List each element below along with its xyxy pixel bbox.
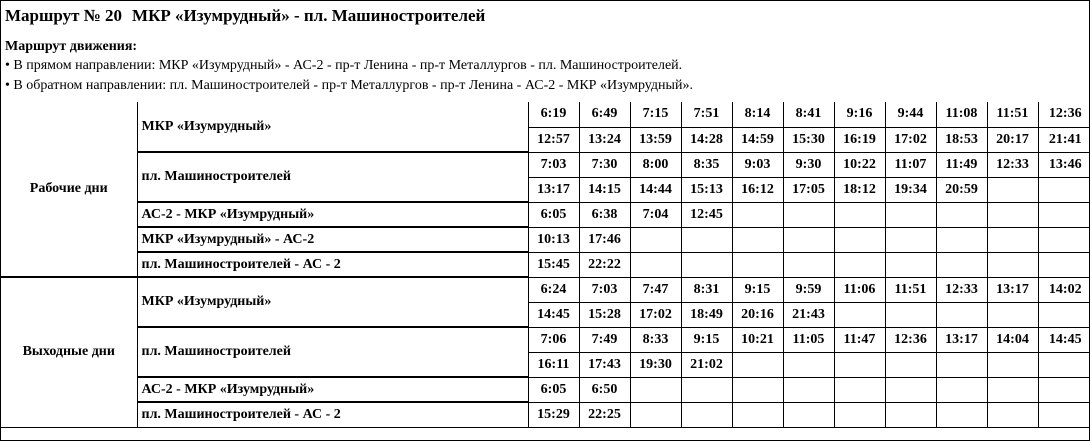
departure-time <box>885 402 936 427</box>
departure-time: 7:03 <box>528 152 579 177</box>
departure-time <box>681 227 732 252</box>
departure-time: 14:28 <box>681 127 732 152</box>
departure-time: 12:57 <box>528 127 579 152</box>
forward-direction: • В прямом направлении: МКР «Изумрудный» - АС-2 - пр-т Ленина - пр-т Металлургов - пл. Машиностроителей. <box>5 58 683 73</box>
schedule-table <box>1 102 1090 428</box>
departure-time <box>1038 402 1090 427</box>
departure-time: 21:43 <box>783 302 834 327</box>
departure-time <box>1038 202 1090 227</box>
stop-name: МКР «Изумрудный» <box>137 102 528 152</box>
departure-time <box>936 352 987 377</box>
stop-name: пл. Машиностроителей <box>137 327 528 377</box>
departure-time: 6:49 <box>579 102 630 127</box>
departure-time: 15:29 <box>528 402 579 427</box>
schedule-row <box>1 252 1090 277</box>
departure-time <box>936 252 987 277</box>
departure-time <box>885 377 936 402</box>
departure-time: 14:04 <box>987 327 1038 352</box>
departure-time: 16:12 <box>732 177 783 202</box>
schedule-row <box>1 377 1090 402</box>
departure-time: 18:49 <box>681 302 732 327</box>
departure-time: 7:04 <box>630 202 681 227</box>
day-type-label: Выходные дни <box>1 277 137 427</box>
departure-time <box>1038 252 1090 277</box>
departure-time <box>885 252 936 277</box>
departure-time: 7:49 <box>579 327 630 352</box>
departure-time: 14:45 <box>528 302 579 327</box>
departure-time: 11:06 <box>834 277 885 302</box>
departure-time <box>630 252 681 277</box>
departure-time <box>732 227 783 252</box>
departure-time <box>783 352 834 377</box>
departure-time <box>681 402 732 427</box>
departure-time: 6:19 <box>528 102 579 127</box>
stop-name: МКР «Изумрудный» - АС-2 <box>137 227 528 252</box>
route-name: МКР «Изумрудный» - пл. Машиностроителей <box>132 6 486 25</box>
departure-time <box>936 402 987 427</box>
departure-time <box>681 377 732 402</box>
departure-time: 16:19 <box>834 127 885 152</box>
departure-time <box>834 252 885 277</box>
departure-time: 7:47 <box>630 277 681 302</box>
departure-time <box>987 302 1038 327</box>
stop-name: пл. Машиностроителей - АС - 2 <box>137 402 528 427</box>
departure-time: 20:16 <box>732 302 783 327</box>
departure-time <box>987 352 1038 377</box>
departure-time <box>987 177 1038 202</box>
departure-time <box>885 202 936 227</box>
departure-time: 19:34 <box>885 177 936 202</box>
departure-time: 18:53 <box>936 127 987 152</box>
departure-time: 8:14 <box>732 102 783 127</box>
departure-time: 12:36 <box>1038 102 1090 127</box>
departure-time <box>1038 302 1090 327</box>
departure-time: 17:02 <box>885 127 936 152</box>
departure-time: 10:21 <box>732 327 783 352</box>
departure-time: 9:30 <box>783 152 834 177</box>
departure-time <box>783 252 834 277</box>
departure-time <box>1038 352 1090 377</box>
departure-time: 22:22 <box>579 252 630 277</box>
departure-time: 14:15 <box>579 177 630 202</box>
departure-time <box>834 352 885 377</box>
departure-time: 17:02 <box>630 302 681 327</box>
stop-name: пл. Машиностроителей - АС - 2 <box>137 252 528 277</box>
departure-time <box>732 252 783 277</box>
route-description-label: Маршрут движения: <box>5 39 138 54</box>
departure-time <box>732 377 783 402</box>
departure-time: 15:30 <box>783 127 834 152</box>
departure-time <box>630 377 681 402</box>
departure-time: 17:05 <box>783 177 834 202</box>
departure-time: 15:45 <box>528 252 579 277</box>
departure-time: 8:35 <box>681 152 732 177</box>
departure-time <box>987 227 1038 252</box>
departure-time: 13:24 <box>579 127 630 152</box>
departure-time <box>987 202 1038 227</box>
route-number: Маршрут № 20 <box>5 6 123 25</box>
departure-time <box>732 352 783 377</box>
departure-time: 11:51 <box>987 102 1038 127</box>
departure-time: 13:46 <box>1038 152 1090 177</box>
departure-time <box>630 227 681 252</box>
stop-name: МКР «Изумрудный» <box>137 277 528 327</box>
departure-time <box>936 227 987 252</box>
departure-time <box>987 377 1038 402</box>
departure-time: 8:33 <box>630 327 681 352</box>
departure-time <box>681 252 732 277</box>
departure-time <box>783 377 834 402</box>
departure-time: 16:11 <box>528 352 579 377</box>
departure-time: 9:16 <box>834 102 885 127</box>
departure-time: 7:15 <box>630 102 681 127</box>
departure-time <box>936 302 987 327</box>
schedule-row <box>1 102 1090 127</box>
departure-time: 7:51 <box>681 102 732 127</box>
departure-time <box>936 377 987 402</box>
departure-time: 13:17 <box>987 277 1038 302</box>
departure-time: 13:17 <box>528 177 579 202</box>
departure-time: 10:13 <box>528 227 579 252</box>
departure-time: 9:15 <box>732 277 783 302</box>
departure-time <box>783 227 834 252</box>
schedule-row <box>1 152 1090 177</box>
departure-time: 11:05 <box>783 327 834 352</box>
departure-time: 13:17 <box>936 327 987 352</box>
departure-time: 9:59 <box>783 277 834 302</box>
departure-time: 10:22 <box>834 152 885 177</box>
departure-time: 11:08 <box>936 102 987 127</box>
departure-time: 11:51 <box>885 277 936 302</box>
departure-time <box>1038 377 1090 402</box>
departure-time: 9:15 <box>681 327 732 352</box>
departure-time: 18:12 <box>834 177 885 202</box>
departure-time: 7:06 <box>528 327 579 352</box>
departure-time: 11:47 <box>834 327 885 352</box>
schedule-row <box>1 402 1090 427</box>
departure-time: 8:00 <box>630 152 681 177</box>
departure-time: 9:03 <box>732 152 783 177</box>
departure-time <box>885 352 936 377</box>
departure-time <box>834 227 885 252</box>
departure-time <box>987 252 1038 277</box>
departure-time: 22:25 <box>579 402 630 427</box>
departure-time: 6:05 <box>528 377 579 402</box>
stop-name: АС-2 - МКР «Изумрудный» <box>137 202 528 227</box>
departure-time: 19:30 <box>630 352 681 377</box>
departure-time <box>834 302 885 327</box>
departure-time: 14:45 <box>1038 327 1090 352</box>
departure-time <box>630 402 681 427</box>
departure-time <box>783 202 834 227</box>
departure-time <box>1038 227 1090 252</box>
departure-time: 14:44 <box>630 177 681 202</box>
departure-time: 7:03 <box>579 277 630 302</box>
departure-time <box>834 202 885 227</box>
departure-time: 11:07 <box>885 152 936 177</box>
stop-name: АС-2 - МКР «Изумрудный» <box>137 377 528 402</box>
departure-time <box>732 202 783 227</box>
page-title <box>5 5 1085 27</box>
departure-time: 7:30 <box>579 152 630 177</box>
stop-name: пл. Машиностроителей <box>137 152 528 202</box>
departure-time: 17:43 <box>579 352 630 377</box>
schedule-row <box>1 277 1090 302</box>
departure-time: 15:13 <box>681 177 732 202</box>
schedule-header <box>1 1 1089 101</box>
departure-time: 20:59 <box>936 177 987 202</box>
departure-time <box>783 402 834 427</box>
departure-time <box>885 302 936 327</box>
schedule-row <box>1 327 1090 352</box>
departure-time: 20:17 <box>987 127 1038 152</box>
departure-time: 9:44 <box>885 102 936 127</box>
departure-time: 17:46 <box>579 227 630 252</box>
departure-time <box>1038 177 1090 202</box>
departure-time: 6:05 <box>528 202 579 227</box>
departure-time: 11:49 <box>936 152 987 177</box>
departure-time <box>885 227 936 252</box>
departure-time: 14:59 <box>732 127 783 152</box>
departure-time: 12:45 <box>681 202 732 227</box>
departure-time: 13:59 <box>630 127 681 152</box>
departure-time <box>936 202 987 227</box>
departure-time: 12:33 <box>987 152 1038 177</box>
departure-time: 8:41 <box>783 102 834 127</box>
departure-time: 8:31 <box>681 277 732 302</box>
departure-time: 21:02 <box>681 352 732 377</box>
departure-time <box>834 377 885 402</box>
departure-time: 6:50 <box>579 377 630 402</box>
departure-time: 12:36 <box>885 327 936 352</box>
schedule-body <box>1 102 1090 427</box>
schedule-row <box>1 227 1090 252</box>
departure-time: 14:02 <box>1038 277 1090 302</box>
schedule-row <box>1 202 1090 227</box>
departure-time: 15:28 <box>579 302 630 327</box>
departure-time: 6:38 <box>579 202 630 227</box>
departure-time <box>834 402 885 427</box>
departure-time <box>987 402 1038 427</box>
departure-time: 12:33 <box>936 277 987 302</box>
reverse-direction: • В обратном направлении: пл. Машиностроителей - пр-т Металлургов - пр-т Ленина - АС-2 - МКР «Изумрудный». <box>5 78 693 93</box>
departure-time <box>732 402 783 427</box>
departure-time: 6:24 <box>528 277 579 302</box>
day-type-label: Рабочие дни <box>1 102 137 277</box>
departure-time: 21:41 <box>1038 127 1090 152</box>
